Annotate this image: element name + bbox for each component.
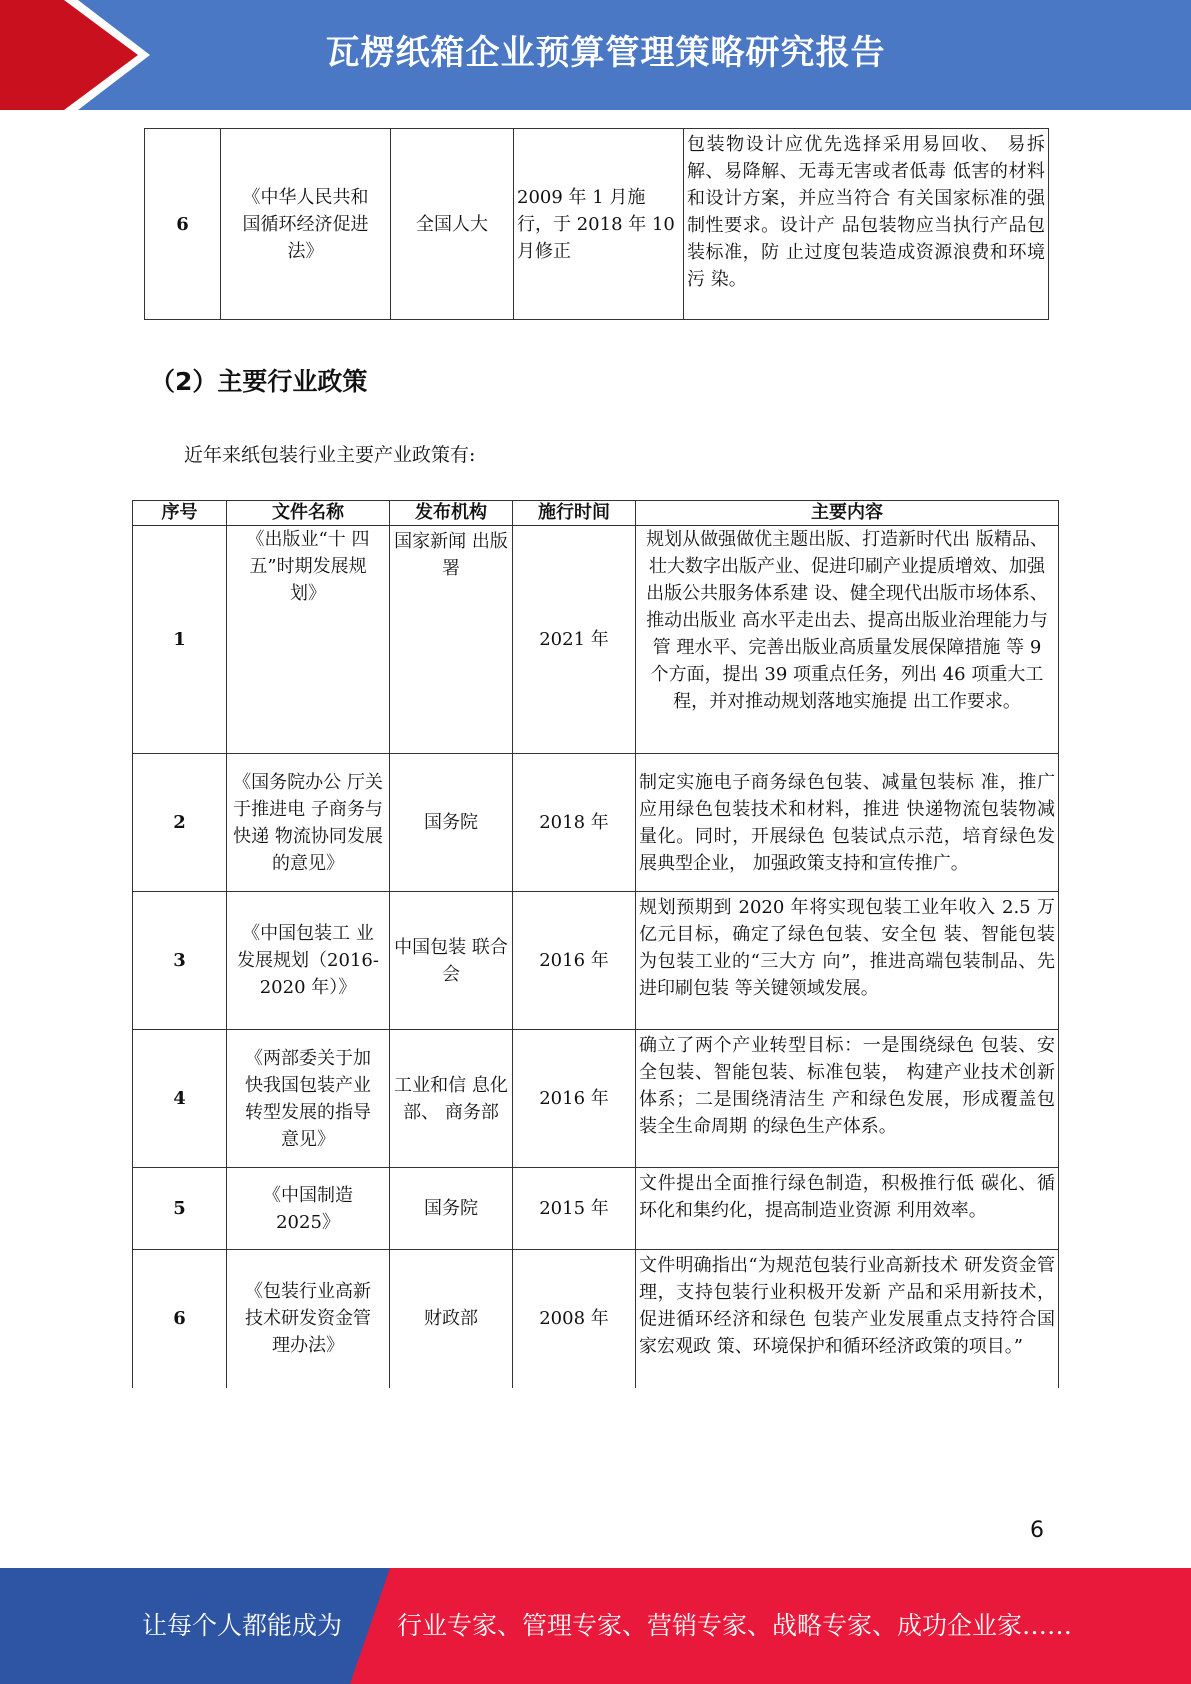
table-row	[133, 1030, 1059, 1168]
table-row	[145, 129, 1049, 320]
main-content: 规划从做强做优主题出版、打造新时代出 版精品、壮大数字出版产业、促进印刷产业提质增效、加强出版公共服务体系建 设、健全现代出版市场体系、推动出版业 高水平走出去、提高出版业治理能力与管 理水平、完善出版业高质量发展保障措施 等 9 个方面，提出 39 项重点任务，列出 46 项重大工程，并对推动规划落地实施提 出工作要求。	[636, 526, 1059, 754]
policy-table	[132, 500, 1059, 1388]
effective-date: 2016 年	[513, 1030, 636, 1168]
header-no: 序号	[133, 501, 227, 526]
document-name: 《包装行业高新技术研发资金管理办法》	[227, 1250, 390, 1388]
row-number: 1	[133, 526, 227, 754]
document-name: 《出版业“十 四五”时期发展规划》	[227, 526, 390, 754]
issuing-body: 国务院	[390, 1168, 513, 1250]
section-heading: （2）主要行业政策	[150, 367, 368, 396]
header-org: 发布机构	[390, 501, 513, 526]
main-content: 包装物设计应优先选择采用易回收、 易拆解、易降解、无毒无害或者低毒 低害的材料和设计方案，并应当符合 有关国家标准的强制性要求。设计产 品包装物应当执行产品包装标准，防 止过度包装造成资源浪费和环境污 染。	[684, 129, 1049, 320]
effective-date: 2018 年	[513, 754, 636, 892]
law-table-continued	[144, 128, 1049, 320]
header-time: 施行时间	[513, 501, 636, 526]
effective-date: 2009 年 1 月施行，于 2018 年 10 月修正	[514, 129, 684, 320]
table-row	[133, 892, 1059, 1030]
document-name: 《中华人民共和国循环经济促进法》	[221, 129, 391, 320]
document-name: 《中国包装工 业发展规划（2016-2020 年）》	[227, 892, 390, 1030]
intro-paragraph: 近年来纸包装行业主要产业政策有:	[184, 444, 476, 466]
main-content: 文件明确指出“为规范包装行业高新技术 研发资金管理，支持包装行业积极开发新 产品和采用新技术，促进循环经济和绿色 包装产业发展重点支持符合国家宏观政 策、环境保护和循环经济政策的项目。”	[636, 1250, 1059, 1388]
page-header	[0, 0, 1191, 110]
row-number: 3	[133, 892, 227, 1030]
row-number: 2	[133, 754, 227, 892]
table-row	[133, 754, 1059, 892]
issuing-body: 工业和信 息化部、 商务部	[390, 1030, 513, 1168]
main-content: 规划预期到 2020 年将实现包装工业年收入 2.5 万亿元目标，确定了绿色包装、安全包 装、智能包装为包装工业的“三大方 向”，推进高端包装制品、先进印刷包装 等关键领域发展。	[636, 892, 1059, 1030]
footer-slogan-left: 让每个人都能成为	[142, 1611, 343, 1640]
header-chevron-icon	[0, 0, 138, 110]
main-content: 确立了两个产业转型目标：一是围绕绿色 包装、安全包装、智能包装、标准包装， 构建产业技术创新体系；二是围绕清洁生 产和绿色发展，形成覆盖包装全生命周期 的绿色生产体系。	[636, 1030, 1059, 1168]
report-title: 瓦楞纸箱企业预算管理策略研究报告	[325, 33, 886, 73]
effective-date: 2021 年	[513, 526, 636, 754]
effective-date: 2016 年	[513, 892, 636, 1030]
document-name: 《两部委关于加快我国包装产业转型发展的指导意见》	[227, 1030, 390, 1168]
issuing-body: 国务院	[390, 754, 513, 892]
effective-date: 2015 年	[513, 1168, 636, 1250]
effective-date: 2008 年	[513, 1250, 636, 1388]
page-number: 6	[1030, 1518, 1044, 1543]
issuing-body: 财政部	[390, 1250, 513, 1388]
table-row	[133, 1250, 1059, 1388]
main-content: 文件提出全面推行绿色制造，积极推行低 碳化、循环化和集约化，提高制造业资源 利用效率。	[636, 1168, 1059, 1250]
issuing-body: 国家新闻 出版署	[390, 526, 513, 754]
row-number: 4	[133, 1030, 227, 1168]
table-row	[133, 526, 1059, 754]
issuing-body: 全国人大	[391, 129, 514, 320]
table-row	[133, 1168, 1059, 1250]
header-content: 主要内容	[636, 501, 1059, 526]
footer-slogan-right: 行业专家、管理专家、营销专家、战略专家、成功企业家……	[397, 1611, 1073, 1640]
row-number: 6	[145, 129, 221, 320]
document-name: 《中国制造 2025》	[227, 1168, 390, 1250]
main-content: 制定实施电子商务绿色包装、减量包装标 准，推广应用绿色包装技术和材料，推进 快递物流包装物减量化。同时，开展绿色 包装试点示范，培育绿色发展典型企业， 加强政策支持和宣传推广。	[636, 754, 1059, 892]
table-header-row	[133, 501, 1059, 526]
document-name: 《国务院办公 厅关于推进电 子商务与快递 物流协同发展 的意见》	[227, 754, 390, 892]
page-footer	[0, 1568, 1191, 1684]
header-name: 文件名称	[227, 501, 390, 526]
issuing-body: 中国包装 联合会	[390, 892, 513, 1030]
row-number: 5	[133, 1168, 227, 1250]
row-number: 6	[133, 1250, 227, 1388]
